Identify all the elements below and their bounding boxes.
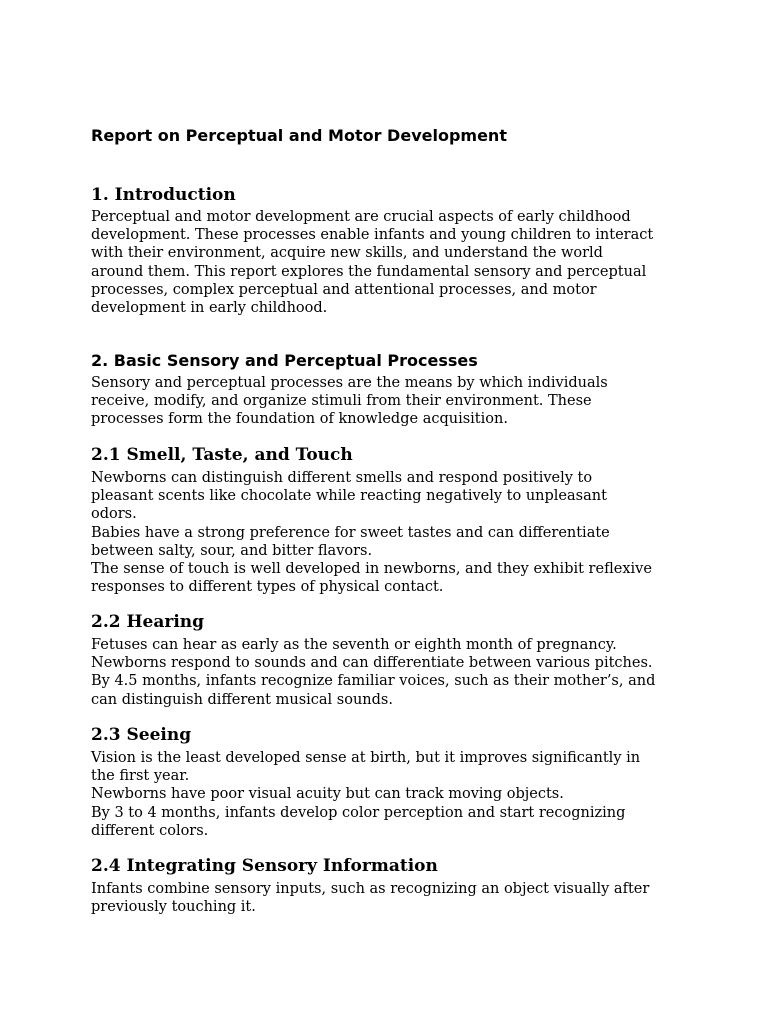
text-line: can distinguish different musical sounds.: [91, 691, 393, 708]
text-line: responses to different types of physical contact.: [91, 579, 444, 596]
text-line: odors.: [91, 506, 137, 523]
text-line: Newborns respond to sounds and can differentiate between various pitches.: [91, 655, 653, 672]
text-line: processes form the foundation of knowledge acquisition.: [91, 411, 508, 428]
text-line: development. These processes enable infants and young children to interact: [91, 227, 654, 244]
text-line: previously touching it.: [91, 899, 256, 916]
text-line: The sense of touch is well developed in newborns, and they exhibit reflexive: [91, 561, 652, 578]
text-line: Perceptual and motor development are crucial aspects of early childhood: [91, 209, 631, 225]
text-line: Vision is the least developed sense at birth, but it improves significantly in: [91, 750, 641, 766]
text-line: By 3 to 4 months, infants develop color perception and start recognizing: [91, 804, 626, 821]
text-line: Babies have a strong preference for sweet tastes and can differentiate: [91, 524, 610, 541]
text-line: different colors.: [91, 822, 209, 839]
text-line: Fetuses can hear as early as the seventh or eighth month of pregnancy.: [91, 637, 617, 653]
text-line: receive, modify, and organize stimuli from their environment. These: [91, 393, 592, 410]
text-line: Sensory and perceptual processes are the means by which individuals: [91, 375, 608, 391]
paragraph-introduction: [91, 208, 691, 317]
paragraph-seeing: [91, 749, 691, 840]
text-line: between salty, sour, and bitter flavors.: [91, 542, 373, 559]
section-heading-integrating: 2.4 Integrating Sensory Information: [91, 856, 438, 876]
text-line: with their environment, acquire new skills, and understand the world: [91, 245, 603, 262]
text-line: around them. This report explores the fundamental sensory and perceptual: [91, 263, 647, 280]
text-line: pleasant scents like chocolate while reacting negatively to unpleasant: [91, 488, 607, 505]
paragraph-smell-taste-touch: [91, 469, 691, 596]
paragraph-basic-processes: [91, 374, 691, 429]
document-title: Report on Perceptual and Motor Development: [91, 126, 507, 145]
section-heading-smell-taste-touch: 2.1 Smell, Taste, and Touch: [91, 445, 353, 465]
text-line: By 4.5 months, infants recognize familiar voices, such as their mother’s, and: [91, 673, 656, 690]
text-line: Infants combine sensory inputs, such as recognizing an object visually after: [91, 881, 650, 897]
section-heading-introduction: 1. Introduction: [91, 185, 236, 205]
text-line: processes, complex perceptual and attentional processes, and motor: [91, 281, 597, 298]
paragraph-integrating: [91, 880, 691, 916]
text-line: the first year.: [91, 768, 190, 785]
paragraph-hearing: [91, 636, 691, 709]
section-heading-seeing: 2.3 Seeing: [91, 725, 192, 745]
text-line: development in early childhood.: [91, 300, 328, 317]
section-heading-basic-processes: 2. Basic Sensory and Perceptual Processes: [91, 351, 478, 370]
text-line: Newborns can distinguish different smells and respond positively to: [91, 470, 593, 486]
text-line: Newborns have poor visual acuity but can track moving objects.: [91, 786, 564, 803]
section-heading-hearing: 2.2 Hearing: [91, 612, 205, 632]
